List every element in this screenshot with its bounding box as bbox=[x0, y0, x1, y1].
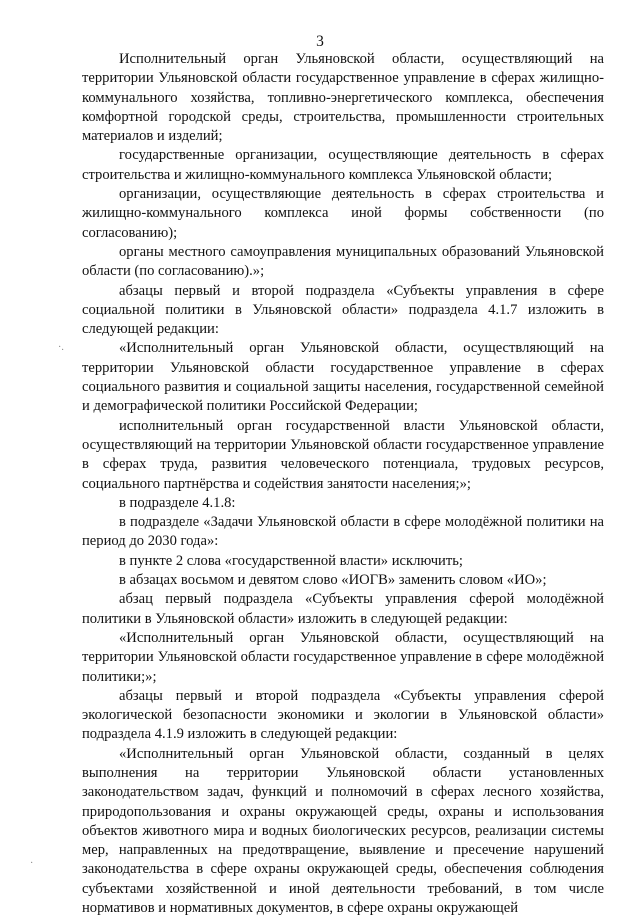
paragraph: абзацы первый и второй подраздела «Субъекты управления в сфере социальной политики в Ульяновской области» подраздела 4.1.7 изложить в следующей редакции: bbox=[82, 282, 604, 338]
paragraph: Исполнительный орган Ульяновской области, осуществляющий на территории Ульяновской области государственное управление в сферах жилищно-коммунального хозяйства, топливно-энергетического комплекса, обеспечения комфортной городской среды, строительства, промышленности строительных материалов и изделий; bbox=[82, 51, 604, 145]
paragraph: в пункте 2 слова «государственной власти» исключить; bbox=[119, 552, 463, 569]
paragraph: исполнительный орган государственной власти Ульяновской области, осуществляющий на территории Ульяновской области государственное управление в сферах труда, развития человеческого потенциала, трудовых ресурсов, социального партнёрства и содействия занятости населения;»; bbox=[82, 417, 604, 492]
paragraph: в абзацах восьмом и девятом слово «ИОГВ» заменить словом «ИО»; bbox=[119, 572, 547, 589]
scan-speck: ·. bbox=[58, 342, 64, 353]
paragraph: государственные организации, осуществляющие деятельность в сферах строительства и жилищно-коммунального комплекса Ульяновской области; bbox=[82, 147, 604, 183]
paragraph: абзац первый подраздела «Субъекты управления сферой молодёжной политики в Ульяновской области» изложить в следующей редакции: bbox=[82, 591, 604, 627]
paragraph: в подразделе «Задачи Ульяновской области в сфере молодёжной политики на период до 2030 года»: bbox=[82, 514, 604, 550]
page-number: 3 bbox=[316, 33, 324, 50]
scan-speck: · bbox=[30, 858, 34, 869]
paragraph: в подразделе 4.1.8: bbox=[119, 494, 236, 511]
paragraph: органы местного самоуправления муниципальных образований Ульяновской области (по согласованию).»; bbox=[82, 243, 604, 280]
paragraph: «Исполнительный орган Ульяновской области, осуществляющий на территории Ульяновской области государственное управление в сфере молодёжной политики;»; bbox=[82, 629, 604, 685]
paragraph: организации, осуществляющие деятельность в сферах строительства и жилищно-коммунального комплекса иной формы собственности (по согласованию); bbox=[82, 186, 604, 241]
paragraph: абзацы первый и второй подраздела «Субъекты управления сферой экологической безопасности экономики и экологии в Ульяновской области» подраздела 4.1.9 изложить в следующей редакции: bbox=[82, 687, 604, 743]
document-body bbox=[82, 50, 604, 918]
paragraph: «Исполнительный орган Ульяновской области, созданный в целях выполнения на территории Ульяновской области установленных законодательством задач, функций и полномочий в сферах лесного хозяйства, природопользования и охраны окружающей среды, охраны и использования объектов животного мира и водных биологических ресурсов, реализации системы мер, направленных на предотвращение, выявление и пресечение нарушений законодательства в сфере охраны окружающей среды, обеспечения соблюдения субъектами хозяйственной и иной деятельности требований, в том числе нормативов и нормативных документов, в сфере охраны окружающей bbox=[82, 745, 604, 917]
paragraph: «Исполнительный орган Ульяновской области, осуществляющий на территории Ульяновской области государственное управление в сферах социального развития и социальной защиты населения, государственной семейной и демографической политики Российской Федерации; bbox=[82, 340, 604, 415]
